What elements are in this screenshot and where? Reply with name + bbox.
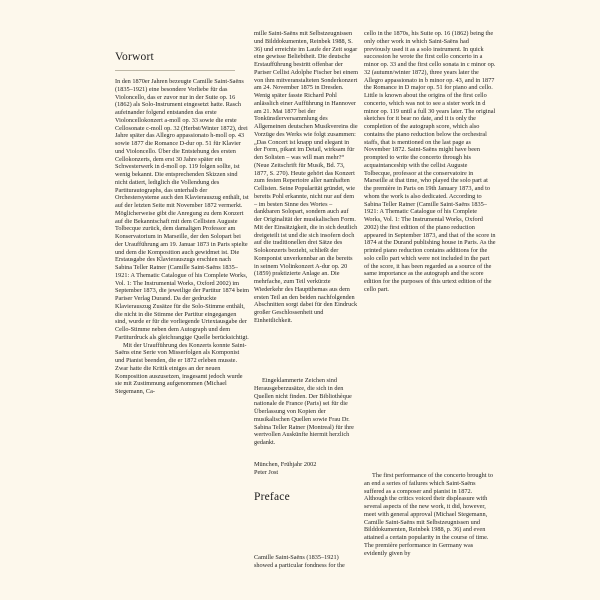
- vorwort-paragraph-4: Eingeklammerte Zeichen sind Herausgeberzusätze, die sich in den Quellen nicht finden. Der Bibliothèque nationale de France (Paris) sei für die Überlassung von Kopien der musikalischen Quellen sowie Frau Dr. Sabina Teller Ratner (Montreal) für ihre wertvollen Auskünfte hiermit herzlich gedankt.: [254, 377, 354, 446]
- vorwort-column-1: [115, 78, 249, 584]
- preface-paragraph-1: Camille Saint-Saëns (1835–1921) showed a particular fondness for the: [254, 554, 345, 569]
- vorwort-column-2-b: [254, 377, 358, 457]
- vorwort-paragraph-3: mille Saint-Saëns mit Selbstzeugnissen und Bilddokumenten, Reinbek 1988, S. 36) und erreichte im Laufe der Zeit sogar eine gewisse Beliebtheit. Die deutsche Erstaufführung bestritt offenbar der Pariser Cellist Adolphe Fischer bei einem von ihm mitveranstalteten Sonderkonzert am 24. November 1875 in Dresden. Wenig später fasste Richard Pohl anlässlich einer Aufführung in Hannover am 21. Mai 1877 bei der Tonkünstlerversammlung des Allgemeinen deutschen Musikvereins die Vorzüge des Werks wie folgt zusammen: „Das Concert ist knapp und elegant in der Form, pikant im Detail, wirksam für den Solisten – was will man mehr?“ (Neue Zeitschrift für Musik, Bd. 73, 1877, S. 270). Heute gehört das Konzert zum festen Repertoire aller namhaften Cellisten. Seine Popularität gründet, wie bereits Pohl erkannte, nicht nur auf dem – im besten Sinne des Wortes – dankbaren Solopart, sondern auch auf der Originalität der musikalischen Form. Mit der Einsätzigkeit, die in sich deutlich dreigeteilt ist und die sich insofern doch auf die traditionellen drei Sätze des Solokonzerts bezieht, schließt der Komponist unverkennbar an die bereits in seinem Violinkonzert A-dur op. 20 (1859) praktizierte Anlage an. Die mehrfache, zum Teil verkürzte Wiederkehr des Hauptthemas aus dem ersten Teil an den beiden nachfolgenden Abschnitten sorgt dabei für den Eindruck großer Geschlossenheit und Einheitlichkeit.: [254, 30, 358, 324]
- preface-column-2: [254, 548, 358, 576]
- signoff-name: Peter Jost: [254, 468, 279, 476]
- vorwort-signoff: [254, 461, 358, 477]
- vorwort-heading: Vorwort: [115, 51, 154, 63]
- signoff-place: München, Frühjahr 2002: [254, 461, 317, 468]
- preface-heading: Preface: [254, 491, 290, 503]
- preface-column-3: [364, 30, 496, 470]
- vorwort-paragraph-2: Mit der Uraufführung des Konzerts konnte Saint-Saëns eine Serie von Misserfolgen als Komponist und Pianist beenden, die er 1872 erleben musste. Zwar hatte die Kritik einiges an der neuen Komposition auszusetzen, insgesamt jedoch wurde sie mit Zustimmung aufgenommen (Michael Stegemann, Ca-: [115, 341, 247, 395]
- vorwort-column-2: [254, 30, 358, 375]
- preface-paragraph-3: The first performance of the concerto brought to an end a series of failures which Saint-Saëns suffered as a composer and pianist in 1872. Although the critics voiced their displeasure with several aspects of the new work, it did, however, meet with general approval (Michael Stegemann, Camille Saint-Saëns mit Selbstzeugnissen und Bilddokumenten, Reinbek 1988, p. 36) and even attained a certain popularity in the course of time. The première performance in Germany was evidently given by: [364, 472, 493, 557]
- vorwort-paragraph-1: In den 1870er Jahren bezeugte Camille Saint-Saëns (1835–1921) eine besondere Vorliebe für das Violoncello, das er zuvor nur in der Suite op. 16 (1862) als Solo-Instrument eingesetzt hatte. Rasch aufeinander folgend entstanden das erste Violoncellokonzert a-moll op. 33 sowie die erste Cellosonate c-moll op. 32 (Herbst/Winter 1872), drei Jahre später das Allegro appassionato h-moll op. 43 sowie 1877 die Romance D-dur op. 51 für Klavier und Violoncello. Über die Entstehung des ersten Cellokonzerts, dem erst 30 Jahre später ein Schwesterwerk in d-moll op. 119 folgen sollte, ist wenig bekannt. Die entsprechenden Skizzen sind nicht datiert, lediglich die Vollendung des Partiturautographs, das unterhalb der Orchestersysteme auch den Klavierauszug enthält, ist auf der letzten Seite mit November 1872 vermerkt. Möglicherweise gibt die Anregung zu dem Konzert auf die Bekanntschaft mit dem Cellisten Auguste Tolbecque zurück, dem damaligen Professor am Konservatorium in Marseille, der den Solopart bei der Uraufführung am 19. Januar 1873 in Paris spielte und dem die Komposition auch gewidmet ist. Die Erstausgabe des Klavierauszugs erschien nach Sabina Teller Ratner (Camille Saint-Saëns 1835–1921: A Thematic Catalogue of his Complete Works, Vol. 1: The Instrumental Works, Oxford 2002) im September 1873, die jeweilige der Partitur 1874 beim Pariser Verlag Durand. Da der gedruckte Klavierauszug Zusätze für die Solo-Stimme enthält, die nicht in die Stimme der Partitur eingegangen sind, wurde er für die vorliegende Urtextausgabe der Cello-Stimme neben dem Autograph und dem Partiturdruck als gleichrangige Quelle berücksichtigt.: [115, 78, 249, 341]
- heading-rule: [115, 70, 235, 71]
- preface-paragraph-2: cello in the 1870s, his Suite op. 16 (1862) being the only other work in which Saint-Saëns had previously used it as a solo instrument. In quick succession he wrote the first cello concerto in a minor op. 33 and the first cello sonata in c minor op. 32 (autumn/winter 1872), three years later the Allegro appassionato in b minor op. 43, and in 1877 the Romance in D major op. 51 for piano and cello. Little is known about the origins of the first cello concerto, which was not to see a sister work in d minor op. 119 until a full 30 years later. The original sketches for it bear no date, and it is only the completion of the autograph score, which also contains the piano reduction below the orchestral staffs, that is mentioned on the last page as November 1872. Saint-Saëns might have been prompted to write the concerto through his acquaintanceship with the cellist Auguste Tolbecque, professor at the conservatoire in Marseille at that time, who played the solo part at the première in Paris on 19th January 1873, and to whom the work is also dedicated. According to Sabina Teller Ratner (Camille Saint-Saëns 1835–1921: A Thematic Catalogue of his Complete Works, Vol. 1: The Instrumental Works, Oxford 2002) the first edition of the piano reduction appeared in September 1873, and that of the score in 1874 at the Durand publishing house in Paris. As the printed piano reduction contains additions for the solo cello part which were not included in the part of the score, it has been regarded as a source of the same importance as the autograph and the score edition for the purposes of this urtext edition of the cello part.: [364, 30, 496, 293]
- preface-column-3-b: [364, 472, 496, 580]
